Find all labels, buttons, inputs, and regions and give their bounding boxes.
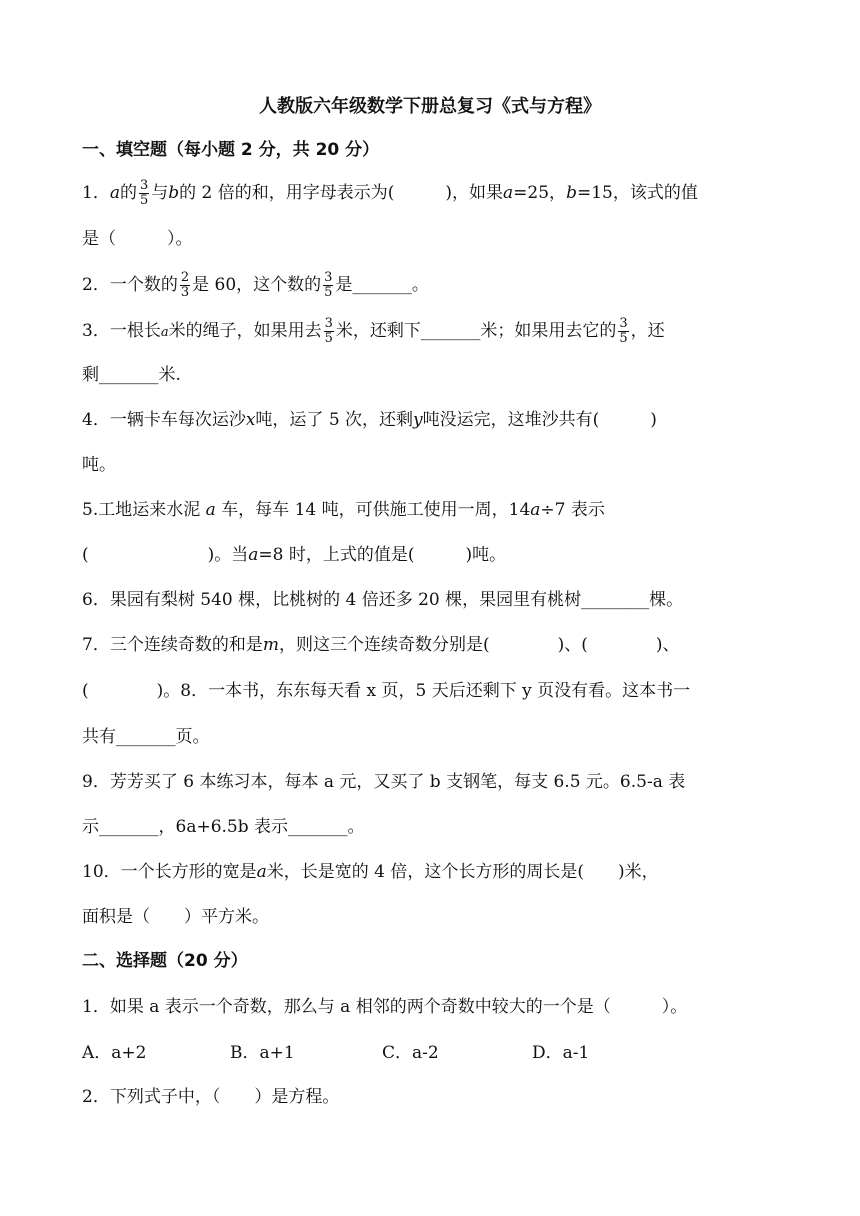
fraction: $\frac{3}{5}$ <box>324 316 333 346</box>
question-1-line-2: 是（ ）。 <box>82 229 193 249</box>
fraction: $\frac{3}{5}$ <box>619 316 628 346</box>
question-10-line-2: 面积是（ ）平方米。 <box>82 907 269 927</box>
option-b: B．a+1 <box>230 1043 295 1063</box>
question-3-line-2: 剩_______米. <box>82 365 181 385</box>
question-7-line-2: ( )。8．一本书，东东每天看 x 页，5 天后还剩下 y 页没有看。这本书一 <box>82 681 691 701</box>
option-c: C．a-2 <box>382 1043 439 1063</box>
section-fill-in-heading: 一、填空题（每小题 2 分，共 20 分） <box>82 140 380 160</box>
fraction: $\frac{3}{5}$ <box>139 178 149 208</box>
question-2: 2．一个数的 $\frac{2}{3}$ 是 60，这个数的 $\frac{3}{5}$ 是_______。 <box>82 270 429 300</box>
question-6: 6．果园有梨树 540 棵，比桃树的 4 倍还多 20 棵，果园里有桃树________棵。 <box>82 590 684 610</box>
question-5-line-2: ( )。当a=8 时，上式的值是( )吨。 <box>82 545 507 565</box>
question-4: 4．一辆卡车每次运沙x吨，运了 5 次，还剩y吨没运完，这堆沙共有( ) <box>82 410 657 430</box>
question-1: 1．a的 $\frac{3}{5}$ 与b的 2 倍的和，用字母表示为( )，如果a=25，b=15，该式的值 <box>82 178 698 208</box>
question-9: 9．芳芳买了 6 本练习本，每本 a 元，又买了 b 支钢笔，每支 6.5 元。6.5-a 表 <box>82 772 686 792</box>
option-d: D．a-1 <box>532 1043 590 1063</box>
question-5: 5.工地运来水泥 a 车，每车 14 吨，可供施工使用一周，14a÷7 表示 <box>82 500 605 520</box>
fraction: $\frac{2}{3}$ <box>180 270 190 300</box>
choice-question-1: 1．如果 a 表示一个奇数，那么与 a 相邻的两个奇数中较大的一个是（ ）。 <box>82 997 688 1017</box>
option-a: A．a+2 <box>82 1043 147 1063</box>
question-8-line-2: 共有_______页。 <box>82 727 210 747</box>
page-title: 人教版六年级数学下册总复习《式与方程》 <box>259 96 601 117</box>
question-9-line-2: 示_______，6a+6.5b 表示_______。 <box>82 817 365 837</box>
question-3: 3．一根长a米的绳子，如果用去 $\frac{3}{5}$ 米，还剩下_______米；如果用去它的 $\frac{3}{5}$ ，还 <box>82 316 665 346</box>
question-4-line-2: 吨。 <box>82 455 116 475</box>
choice-question-2: 2．下列式子中，（ ）是方程。 <box>82 1087 340 1107</box>
fraction: $\frac{3}{5}$ <box>324 270 333 300</box>
question-7: 7．三个连续奇数的和是m，则这三个连续奇数分别是( )、( )、 <box>82 635 680 655</box>
question-10: 10．一个长方形的宽是a米，长是宽的 4 倍，这个长方形的周长是( )米， <box>82 862 659 882</box>
section-choice-heading: 二、选择题（20 分） <box>82 951 248 971</box>
